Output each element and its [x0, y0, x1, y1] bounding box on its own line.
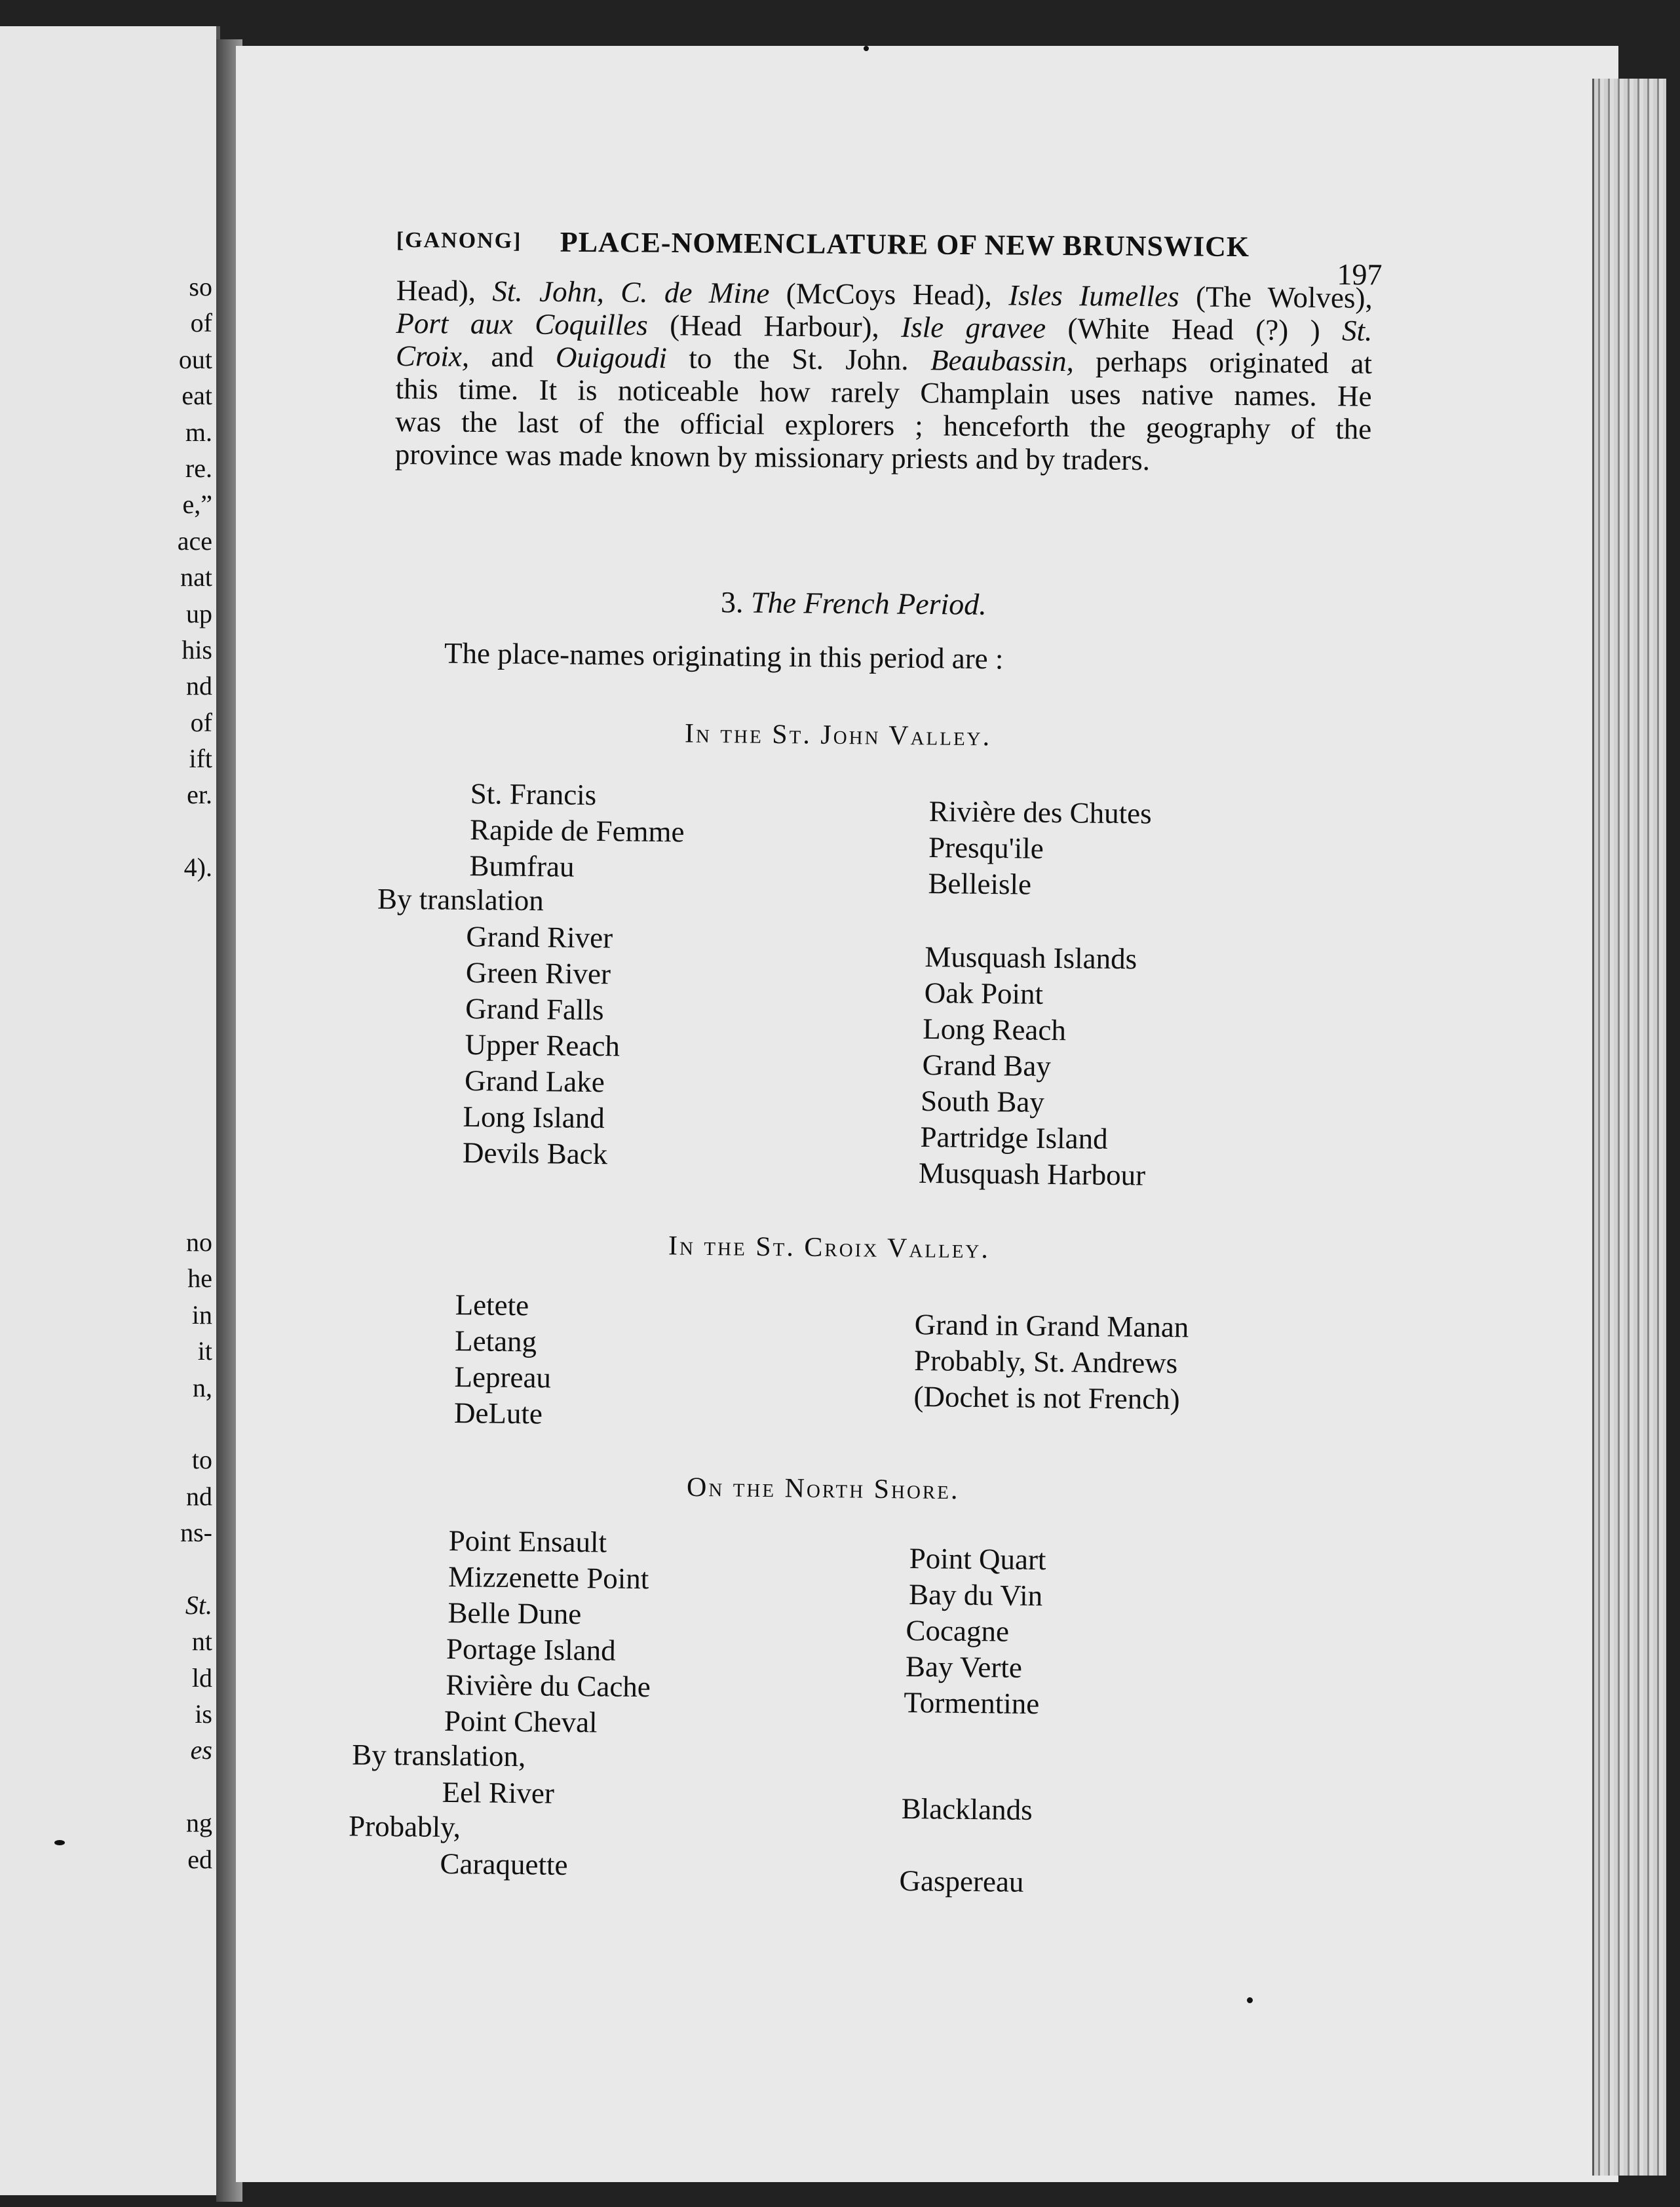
place-name: Point Cheval	[444, 1704, 598, 1739]
place-name: South Bay	[920, 1084, 1045, 1119]
fragment: nat	[180, 562, 212, 592]
fragment: nd	[186, 671, 212, 701]
section-heading	[721, 585, 987, 622]
place-name: Mizzenette Point	[448, 1560, 649, 1596]
fragment: in	[191, 1299, 212, 1330]
text-run: (The Wolves),	[1179, 280, 1373, 315]
by-translation-label: By translation,	[352, 1738, 526, 1773]
place-name: Tormentine	[904, 1685, 1040, 1721]
fragment: no	[186, 1227, 212, 1257]
place-name: Partridge Island	[920, 1120, 1108, 1155]
fragment: nt	[191, 1626, 212, 1657]
text-run: perhaps originated at	[1073, 345, 1373, 380]
place-name: Devils Back	[462, 1136, 608, 1171]
fragment: he	[187, 1263, 212, 1294]
fragment: es	[190, 1735, 212, 1765]
fragment: ift	[189, 744, 212, 774]
place-name: Port aux Coquilles	[396, 306, 648, 342]
place-name: Cocagne	[906, 1613, 1010, 1648]
fragment: ns-	[180, 1518, 212, 1548]
page-number: 197	[1337, 258, 1383, 292]
text-run: and	[468, 339, 556, 374]
fragment: n,	[193, 1372, 212, 1402]
place-name: Caraquette	[440, 1847, 568, 1881]
place-name: Isle gravee	[901, 311, 1046, 345]
fragment: ld	[191, 1662, 212, 1693]
fragment: nd	[186, 1481, 212, 1511]
fragment: his	[181, 634, 212, 664]
text-run: (McCoys Head),	[769, 277, 1009, 312]
print-speck	[864, 46, 869, 51]
section-number: 3.	[720, 585, 744, 619]
left-page-fragments-1	[134, 269, 212, 886]
fragment: ed	[187, 1844, 212, 1874]
place-name: Presqu'ile	[928, 830, 1044, 865]
place-name: Rivière des Chutes	[928, 795, 1152, 830]
place-name: Long Island	[463, 1100, 605, 1135]
section-intro: The place-names originating in this period are :	[444, 636, 1004, 676]
place-name: Blacklands	[901, 1792, 1033, 1826]
place-name: Belle Dune	[448, 1596, 582, 1631]
page-edges	[1592, 79, 1666, 2176]
subheading-st-croix-valley: In the St. Croix Valley.	[668, 1231, 991, 1265]
place-name: Probably, St. Andrews	[913, 1343, 1178, 1380]
place-name: Upper Reach	[465, 1027, 620, 1063]
paragraph-line: was the last of the official explorers ; henceforth the geography of the	[395, 404, 1372, 446]
fragment	[134, 1406, 212, 1442]
running-title: PLACE-NOMENCLATURE OF NEW BRUNSWICK	[560, 225, 1250, 263]
subheading-st-john-valley: In the St. John Valley.	[684, 718, 992, 752]
place-name: Point Quart	[909, 1542, 1046, 1577]
fragment: up	[186, 598, 212, 628]
place-name: Letete	[455, 1288, 529, 1322]
fragment: ng	[186, 1808, 212, 1838]
place-name: Bay Verte	[905, 1649, 1023, 1684]
print-speck	[1247, 1997, 1253, 2003]
text-run: (Head Harbour),	[647, 309, 902, 344]
paragraph-line: this time. It is noticeable how rarely Champlain uses native names. He	[395, 372, 1372, 413]
subheading-north-shore: On the North Shore.	[686, 1472, 960, 1506]
fragment: re.	[185, 453, 212, 483]
place-name: Long Reach	[922, 1012, 1067, 1047]
fragment: of	[190, 707, 212, 737]
place-name: Oak Point	[924, 976, 1044, 1010]
place-name: Grand River	[466, 919, 613, 955]
text-run: Head),	[396, 274, 493, 308]
place-name: Ouigoudi	[555, 340, 668, 375]
fragment: e,”	[182, 489, 212, 520]
place-name: Gaspereau	[899, 1864, 1024, 1898]
fragment: ace	[177, 526, 212, 556]
body-paragraph	[395, 274, 1373, 478]
probably-label: Probably,	[348, 1809, 461, 1844]
place-name: Grand Lake	[464, 1064, 605, 1099]
place-name: Isles Iumelles	[1008, 278, 1179, 313]
place-name: Bay du Vin	[908, 1577, 1043, 1613]
place-name: Croix,	[395, 339, 470, 373]
place-name: Bumfrau	[469, 849, 575, 883]
place-name: St. John, C. de Mine	[492, 275, 770, 310]
author-tag: [GANONG]	[396, 227, 522, 254]
place-name: St. Francis	[470, 777, 597, 812]
place-name: Portage Island	[446, 1632, 616, 1667]
fragment: St.	[185, 1590, 212, 1620]
place-name: Letang	[454, 1324, 537, 1358]
fragment	[134, 1551, 212, 1587]
place-name: Grand Falls	[465, 991, 604, 1027]
place-name: Lepreau	[454, 1360, 552, 1394]
place-name: (Dochet is not French)	[913, 1379, 1180, 1416]
fragment: out	[178, 344, 212, 374]
fragment: m.	[185, 417, 212, 447]
text-run: (White Head (?) )	[1045, 311, 1343, 347]
place-name: Belleisle	[928, 866, 1032, 901]
fragment: is	[195, 1699, 212, 1729]
place-name: Musquash Islands	[925, 940, 1137, 976]
fragment: 4).	[183, 853, 212, 883]
place-name: Green River	[465, 955, 611, 991]
place-name: Musquash Harbour	[918, 1156, 1146, 1192]
place-name: Beaubassin,	[930, 343, 1075, 378]
section-title: The French Period.	[750, 585, 987, 621]
fragment: er.	[187, 780, 212, 810]
place-name: Grand in Grand Manan	[914, 1308, 1189, 1344]
print-speck	[54, 1840, 65, 1845]
left-page-fragments-2	[134, 1224, 212, 1877]
paragraph-line: province was made known by missionary priests and by traders.	[394, 437, 1151, 477]
fragment	[134, 1769, 212, 1805]
text-run: to the St. John.	[666, 341, 931, 377]
place-name: Rapide de Femme	[469, 813, 685, 849]
fragment: to	[191, 1445, 212, 1475]
fragment: of	[190, 308, 212, 338]
place-name: DeLute	[453, 1396, 543, 1430]
fragment: eat	[181, 381, 212, 411]
fragment: so	[189, 272, 212, 301]
by-translation-label: By translation	[377, 882, 544, 917]
place-name: St.	[1341, 314, 1373, 347]
fragment: it	[197, 1336, 212, 1366]
place-name: Point Ensault	[448, 1524, 607, 1559]
place-name: Grand Bay	[922, 1048, 1052, 1083]
place-name: Eel River	[442, 1775, 555, 1810]
place-name: Rivière du Cache	[446, 1668, 651, 1704]
